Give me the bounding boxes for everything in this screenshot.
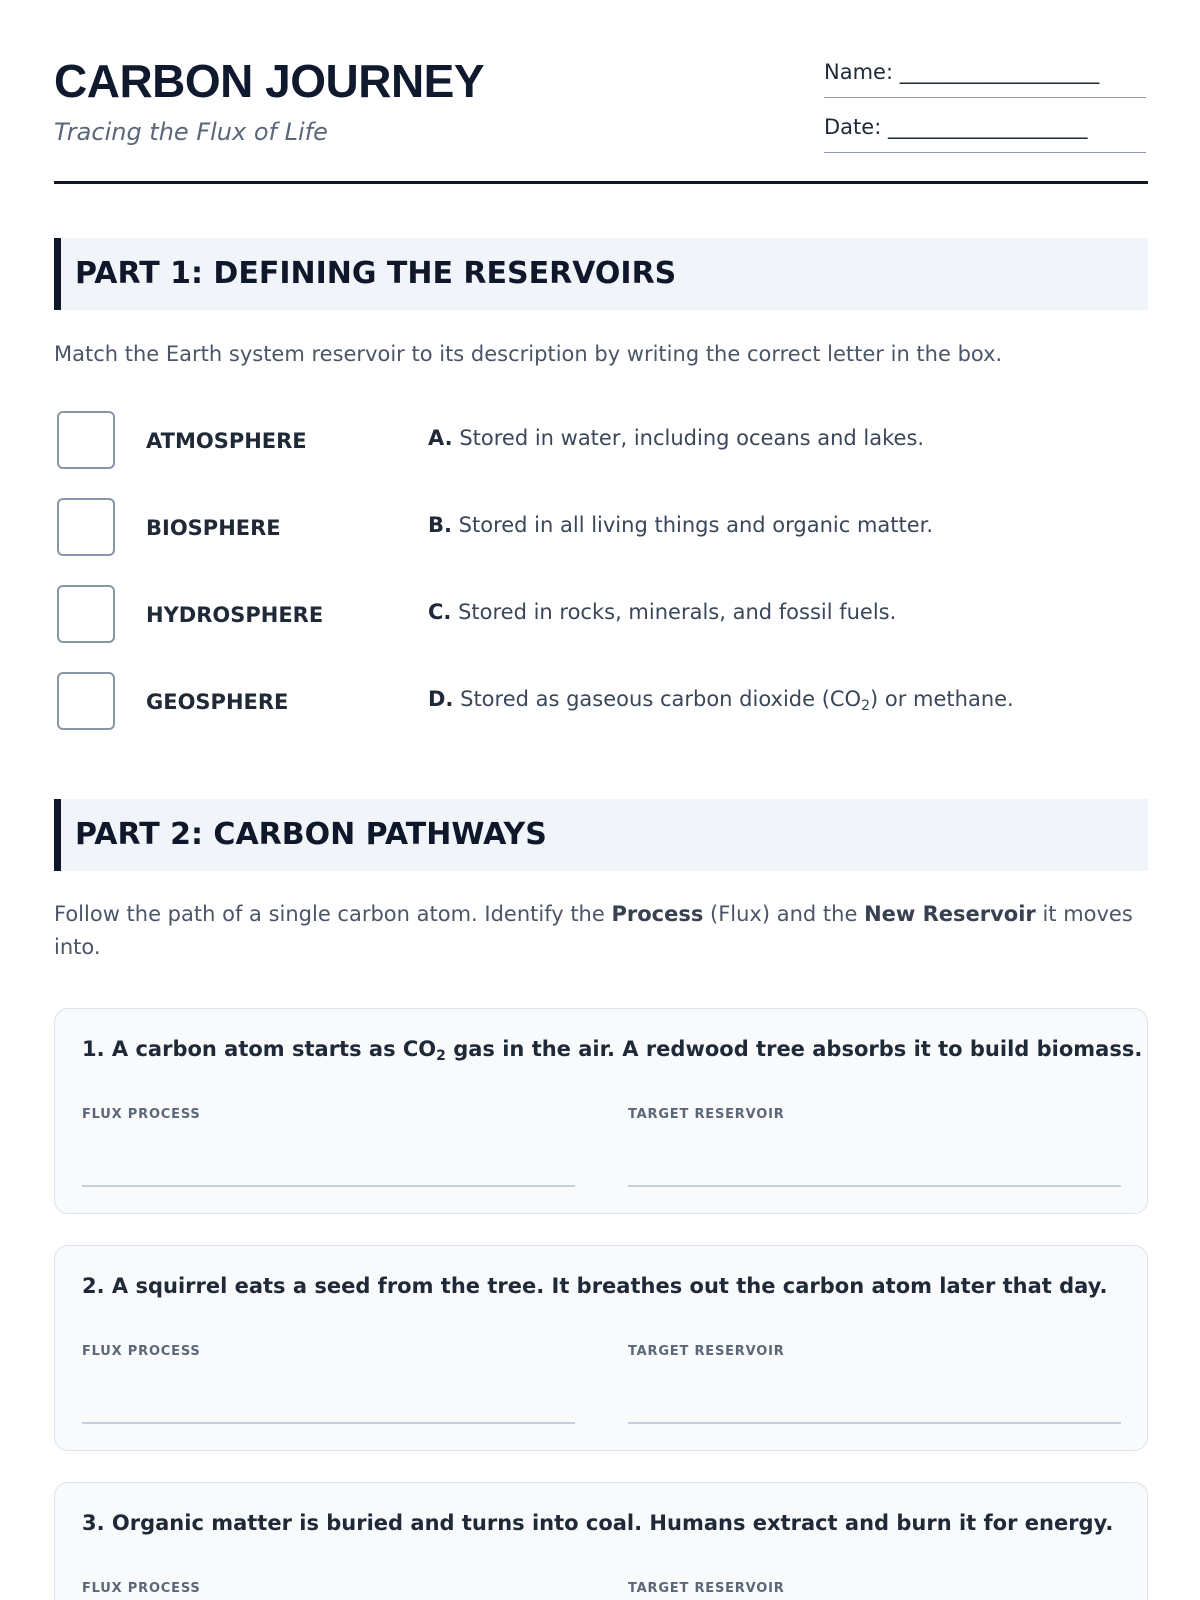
target-reservoir-answer-line[interactable] xyxy=(628,1422,1121,1424)
flux-process-label: FLUX PROCESS xyxy=(82,1107,201,1122)
reservoir-description: C. Stored in rocks, minerals, and fossil fuels. xyxy=(428,600,897,624)
worksheet-header xyxy=(54,54,1148,184)
target-reservoir-label: TARGET RESERVOIR xyxy=(628,1581,785,1596)
reservoir-description: B. Stored in all living things and organic matter. xyxy=(428,513,934,537)
reservoir-description: A. Stored in water, including oceans and lakes. xyxy=(428,426,925,450)
reservoir-name: HYDROSPHERE xyxy=(146,603,324,627)
flux-process-answer-line[interactable] xyxy=(82,1185,575,1187)
flux-process-answer-line[interactable] xyxy=(82,1422,575,1424)
answer-box-biosphere[interactable] xyxy=(57,498,115,556)
part1-heading: PART 1: DEFINING THE RESERVOIRS xyxy=(54,238,1148,310)
name-field[interactable]: Name: ___________________ xyxy=(824,54,1146,98)
target-reservoir-label: TARGET RESERVOIR xyxy=(628,1344,785,1359)
match-row xyxy=(54,672,1148,732)
part2-heading: PART 2: CARBON PATHWAYS xyxy=(54,799,1148,871)
match-row xyxy=(54,411,1148,471)
answer-box-atmosphere[interactable] xyxy=(57,411,115,469)
page-title: CARBON JOURNEY xyxy=(54,55,485,107)
target-reservoir-answer-line[interactable] xyxy=(628,1185,1121,1187)
reservoir-name: ATMOSPHERE xyxy=(146,429,307,453)
flux-process-label: FLUX PROCESS xyxy=(82,1344,201,1359)
target-reservoir-label: TARGET RESERVOIR xyxy=(628,1107,785,1122)
question-card xyxy=(54,1245,1148,1451)
question-text: 3. Organic matter is buried and turns into coal. Humans extract and burn it for energy. xyxy=(82,1511,1114,1535)
question-text: 2. A squirrel eats a seed from the tree. It breathes out the carbon atom later that day. xyxy=(82,1274,1108,1298)
question-card xyxy=(54,1008,1148,1214)
match-row xyxy=(54,585,1148,645)
question-text: 1. A carbon atom starts as $CO_2$ gas in the air. A redwood tree absorbs it to build biomass. xyxy=(82,1037,1143,1064)
flux-process-label: FLUX PROCESS xyxy=(82,1581,201,1596)
part1-instructions: Match the Earth system reservoir to its description by writing the correct letter in the box. xyxy=(54,342,1003,366)
reservoir-name: GEOSPHERE xyxy=(146,690,289,714)
question-card xyxy=(54,1482,1148,1600)
date-field[interactable]: Date: ___________________ xyxy=(824,109,1146,153)
reservoir-description: D. Stored as gaseous carbon dioxide $(CO_2)$ or methane. xyxy=(428,687,1014,714)
part2-instructions: Follow the path of a single carbon atom. Identify the Process (Flux) and the New Reservoir it moves into. xyxy=(54,902,1133,959)
page-subtitle: Tracing the Flux of Life xyxy=(54,118,328,146)
answer-box-geosphere[interactable] xyxy=(57,672,115,730)
match-row xyxy=(54,498,1148,558)
answer-box-hydrosphere[interactable] xyxy=(57,585,115,643)
reservoir-name: BIOSPHERE xyxy=(146,516,281,540)
